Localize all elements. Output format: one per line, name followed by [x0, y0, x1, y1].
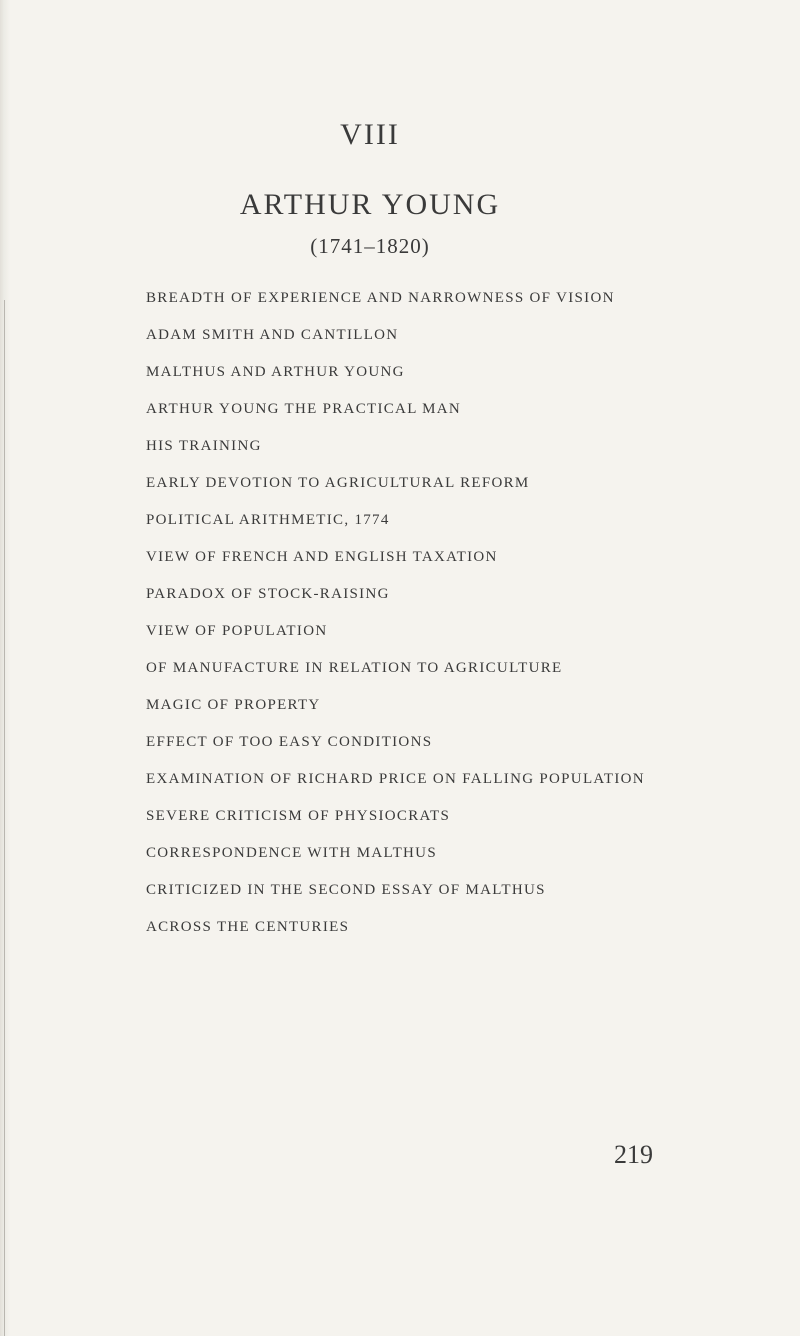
chapter-title: ARTHUR YOUNG — [239, 188, 501, 221]
contents-item: POLITICAL ARITHMETIC, 1774 — [146, 512, 390, 528]
contents-item: ADAM SMITH AND CANTILLON — [146, 327, 399, 343]
contents-item: EFFECT OF TOO EASY CONDITIONS — [146, 734, 433, 750]
contents-item: EXAMINATION OF RICHARD PRICE ON FALLING POPULATION — [146, 771, 645, 787]
chapter-number: VIII — [340, 118, 400, 151]
contents-item: CORRESPONDENCE WITH MALTHUS — [146, 845, 437, 861]
contents-item: VIEW OF FRENCH AND ENGLISH TAXATION — [146, 549, 498, 565]
contents-item: HIS TRAINING — [146, 438, 262, 454]
contents-item: OF MANUFACTURE IN RELATION TO AGRICULTURE — [146, 660, 563, 676]
chapter-contents — [146, 285, 645, 951]
contents-item: MAGIC OF PROPERTY — [146, 697, 321, 713]
chapter-dates: (1741–1820) — [310, 234, 430, 258]
binding-line — [4, 300, 5, 1336]
contents-item: EARLY DEVOTION TO AGRICULTURAL REFORM — [146, 475, 530, 491]
contents-item: ACROSS THE CENTURIES — [146, 919, 350, 935]
contents-item: ARTHUR YOUNG THE PRACTICAL MAN — [146, 401, 462, 417]
contents-item: MALTHUS AND ARTHUR YOUNG — [146, 364, 405, 380]
contents-item: PARADOX OF STOCK-RAISING — [146, 586, 390, 602]
contents-item: VIEW OF POPULATION — [146, 623, 328, 639]
contents-item: BREADTH OF EXPERIENCE AND NARROWNESS OF VISION — [146, 290, 615, 306]
contents-item: SEVERE CRITICISM OF PHYSIOCRATS — [146, 808, 451, 824]
page-number: 219 — [614, 1140, 653, 1169]
contents-item: CRITICIZED IN THE SECOND ESSAY OF MALTHUS — [146, 882, 546, 898]
